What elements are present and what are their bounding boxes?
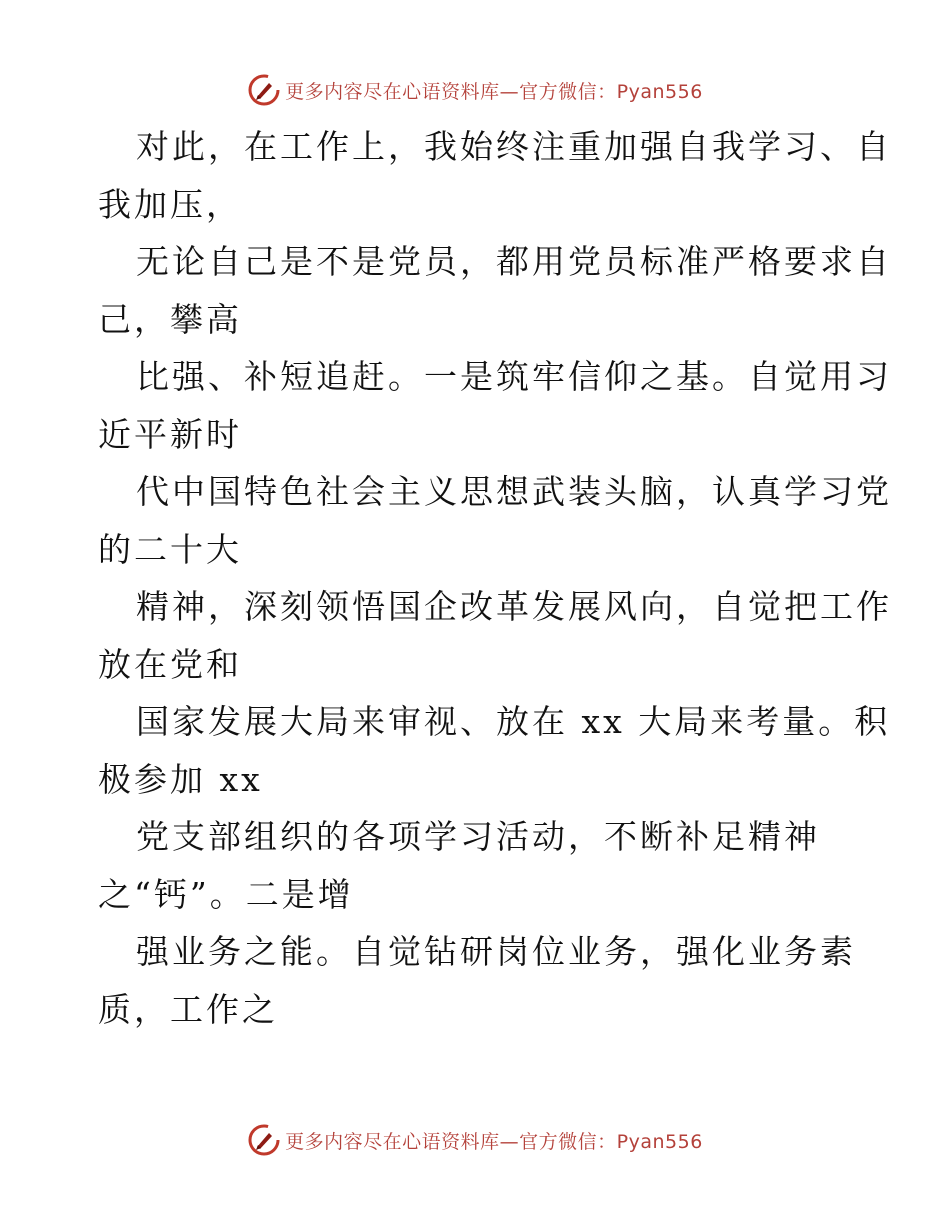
pen-nib-logo-icon: [247, 73, 281, 107]
text-line: 己，攀高: [98, 299, 242, 339]
text-line: 的二十大: [98, 529, 242, 569]
text-line: 国家发展大局来审视、放在 xx 大局来考量。积: [136, 702, 891, 741]
header-banner-text: 更多内容尽在心语资料库—官方微信：Pyan556: [285, 80, 703, 103]
text-line: 近平新时: [98, 414, 242, 454]
text-line: 之“钙”。二是增: [98, 874, 354, 914]
text-line: 强业务之能。自觉钻研岗位业务，强化业务素: [136, 932, 856, 971]
text-line: 无论自己是不是党员，都用党员标准严格要求自: [136, 242, 892, 281]
footer-banner-text: 更多内容尽在心语资料库—官方微信：Pyan556: [285, 1130, 703, 1153]
document-body: [98, 118, 892, 1038]
text-line: 精神，深刻领悟国企改革发展风向，自觉把工作: [136, 587, 892, 626]
pen-nib-logo-icon: [247, 1123, 281, 1157]
footer-banner: [0, 1120, 950, 1160]
text-line: 对此，在工作上，我始终注重加强自我学习、自: [136, 127, 892, 166]
text-line: 代中国特色社会主义思想武装头脑，认真学习党: [136, 472, 892, 511]
text-line: 党支部组织的各项学习活动，不断补足精神: [136, 817, 820, 856]
text-line: 放在党和: [98, 644, 242, 684]
text-line: 我加压，: [98, 184, 242, 224]
header-banner: [0, 70, 950, 110]
text-line: 极参加 xx: [98, 759, 263, 799]
text-line: 比强、补短追赶。一是筑牢信仰之基。自觉用习: [136, 357, 892, 396]
text-line: 质，工作之: [98, 989, 278, 1029]
